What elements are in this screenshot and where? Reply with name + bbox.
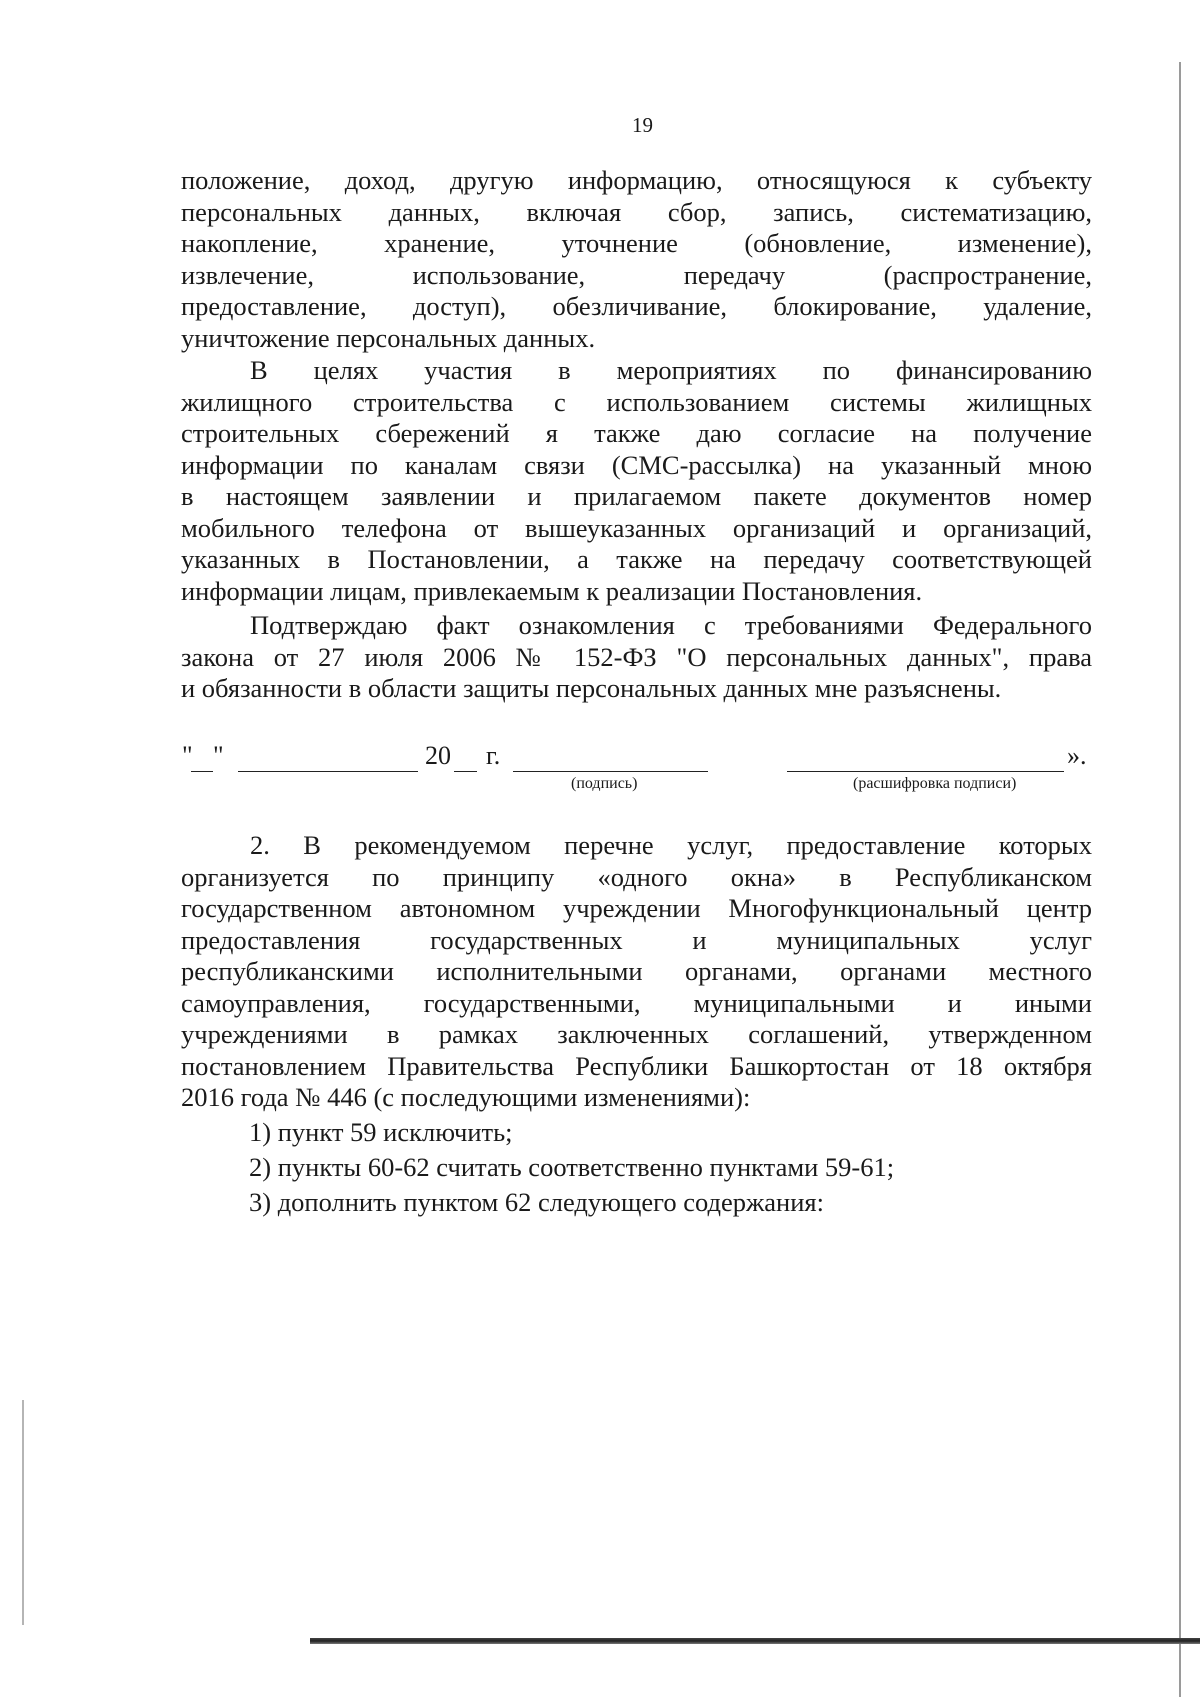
text-line: предоставление, доступ), обезличивание, блокирование, удаление,: [181, 291, 1092, 321]
year-blank-line: [454, 771, 477, 772]
scan-edge-bottom: [310, 1638, 1200, 1644]
list-item: 3) дополнить пунктом 62 следующего содержания:: [249, 1187, 824, 1217]
list-item: 2) пункты 60-62 считать соответственно пунктами 59-61;: [249, 1152, 895, 1182]
text-line: жилищного строительства с использованием системы жилищных: [181, 386, 1092, 417]
month-blank-line: [238, 771, 418, 772]
paragraph-personal-data: [181, 165, 1092, 354]
text-line: Подтверждаю факт ознакомления с требованиями Федерального: [250, 610, 1092, 640]
day-blank-line: [191, 771, 213, 772]
text-line: самоуправления, государственными, муниципальными и иными: [181, 987, 1092, 1018]
transcript-blank-line: [787, 771, 1064, 772]
text-line: уничтожение персональных данных.: [181, 322, 596, 353]
scan-edge-right: [1179, 62, 1181, 1697]
text-line: государственном автономном учреждении Многофункциональный центр: [181, 893, 1092, 923]
transcript-caption: (расшифровка подписи): [853, 775, 1017, 792]
page-number: 19: [632, 113, 653, 137]
text-line: учреждениями в рамках заключенных соглашений, утвержденном: [181, 1019, 1092, 1049]
scan-edge-left: [22, 1400, 24, 1625]
signature-block: [0, 741, 1200, 801]
paragraph-acknowledgement: [181, 610, 1092, 705]
text-line: организуется по принципу «одного окна» в Республиканском: [181, 861, 1092, 892]
date-quote-close: ": [213, 741, 224, 770]
text-line: мобильного телефона от вышеуказанных организаций и организаций,: [181, 512, 1092, 543]
closing-mark: ».: [1067, 741, 1087, 770]
text-line: указанных в Постановлении, а также на передачу соответствующей: [181, 544, 1092, 574]
text-line: 2. В рекомендуемом перечне услуг, предоставление которых: [250, 830, 1092, 860]
text-line: накопление, хранение, уточнение (обновление, изменение),: [181, 228, 1092, 258]
paragraph-services-list: [181, 830, 1092, 1114]
text-line: 2016 года № 446 (с последующими изменениями):: [181, 1082, 751, 1112]
date-quote-open: ": [182, 741, 193, 770]
signature-caption: (подпись): [571, 775, 638, 792]
text-line: республиканскими исполнительными органами, органами местного: [181, 956, 1092, 986]
text-line: персональных данных, включая сбор, запись, систематизацию,: [181, 196, 1092, 227]
list-item: 1) пункт 59 исключить;: [249, 1117, 513, 1147]
text-line: предоставления государственных и муниципальных услуг: [181, 924, 1092, 955]
paragraph-sms-consent: [181, 355, 1092, 607]
text-line: и обязанности в области защиты персональных данных мне разъяснены.: [181, 673, 1002, 703]
text-line: постановлением Правительства Республики Башкортостан от 18 октября: [181, 1050, 1092, 1081]
text-line: В целях участия в мероприятиях по финансированию: [250, 355, 1092, 385]
text-line: извлечение, использование, передачу (распространение,: [181, 259, 1092, 290]
text-line: строительных сбережений я также даю согласие на получение: [181, 418, 1092, 448]
text-line: в настоящем заявлении и прилагаемом пакете документов номер: [181, 481, 1092, 511]
year-suffix: г.: [486, 741, 501, 770]
text-line: информации по каналам связи (СМС-рассылка) на указанный мною: [181, 449, 1092, 480]
year-prefix: 20: [425, 741, 451, 770]
text-line: информации лицам, привлекаемым к реализации Постановления.: [181, 575, 923, 606]
text-line: положение, доход, другую информацию, относящуюся к субъекту: [181, 165, 1092, 195]
signature-blank-line: [513, 771, 708, 772]
text-line: закона от 27 июля 2006 № 152-ФЗ "О персональных данных", права: [181, 641, 1092, 672]
